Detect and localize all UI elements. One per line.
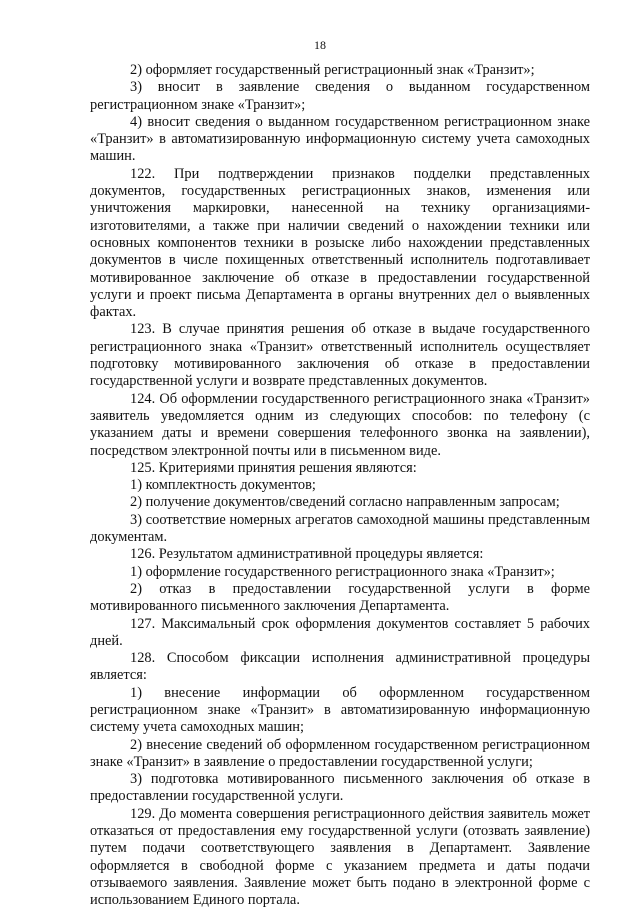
paragraph: 122. При подтверждении признаков подделки представленных документов, государственных регистрационных знаков, изменения или уничтожения маркировки, нанесенной на технику организациями-изготовителями, а также при наличии сведений о нахождении техники или основных компонентов техники в розыске либо нахождении представленных документов в числе похищенных ответственный исполнитель подготавливает мотивированное заключение об отказе в предоставлении государственной услуги и проект письма Департамента в органы внутренних дел о выявленных фактах. bbox=[90, 165, 590, 321]
paragraph: 3) подготовка мотивированного письменного заключения об отказе в предоставлении государственной услуги. bbox=[90, 771, 590, 805]
paragraph: 2) получение документов/сведений согласно направленным запросам; bbox=[130, 494, 560, 511]
paragraph: 125. Критериями принятия решения являются: bbox=[130, 459, 417, 476]
document-body bbox=[90, 62, 590, 910]
paragraph: 127. Максимальный срок оформления документов составляет 5 рабочих дней. bbox=[90, 615, 590, 649]
paragraph: 1) внесение информации об оформленном государственном регистрационном знаке «Транзит» в автоматизированную информационную систему учета самоходных машин; bbox=[90, 684, 590, 736]
page-number: 18 bbox=[314, 38, 326, 52]
paragraph: 2) внесение сведений об оформленном государственном регистрационном знаке «Транзит» в заявление о предоставлении государственной услуги; bbox=[90, 736, 590, 770]
paragraph: 123. В случае принятия решения об отказе в выдаче государственного регистрационного знака «Транзит» ответственный исполнитель осуществляет подготовку мотивированного заключения об отказе в предоставлении государственной услуги и возврате представленных документов. bbox=[90, 321, 590, 390]
paragraph: 2) оформляет государственный регистрационный знак «Транзит»; bbox=[130, 62, 535, 78]
paragraph: 1) комплектность документов; bbox=[130, 477, 316, 494]
paragraph: 4) вносит сведения о выданном государственном регистрационном знаке «Транзит» в автоматизированную информационную систему учета самоходных машин. bbox=[90, 113, 590, 165]
paragraph: 129. До момента совершения регистрационного действия заявитель может отказаться от предоставления ему государственной услуги (отозвать заявление) путем подачи соответствующего заявления в Департамент. Заявление оформляется в свободной форме с указанием предмета и даты подачи отзываемого заявления. Заявление может быть подано в электронной форме с использованием Единого портала. bbox=[90, 805, 590, 909]
paragraph: 1) оформление государственного регистрационного знака «Транзит»; bbox=[130, 563, 555, 580]
paragraph: 124. Об оформлении государственного регистрационного знака «Транзит» заявитель уведомляется одним из следующих способов: по телефону (с указанием даты и времени совершения телефонного звонка на заявлении), посредством электронной почты или в письменном виде. bbox=[90, 390, 590, 459]
paragraph: 3) соответствие номерных агрегатов самоходной машины представленным документам. bbox=[90, 511, 590, 546]
paragraph: 3) вносит в заявление сведения о выданном государственном регистрационном знаке «Транзит»; bbox=[90, 79, 590, 113]
paragraph: 126. Результатом административной процедуры является: bbox=[130, 546, 484, 563]
paragraph: 128. Способом фиксации исполнения административной процедуры является: bbox=[90, 650, 590, 684]
paragraph: 2) отказ в предоставлении государственной услуги в форме мотивированного письменного заключения Департамента. bbox=[90, 580, 590, 615]
